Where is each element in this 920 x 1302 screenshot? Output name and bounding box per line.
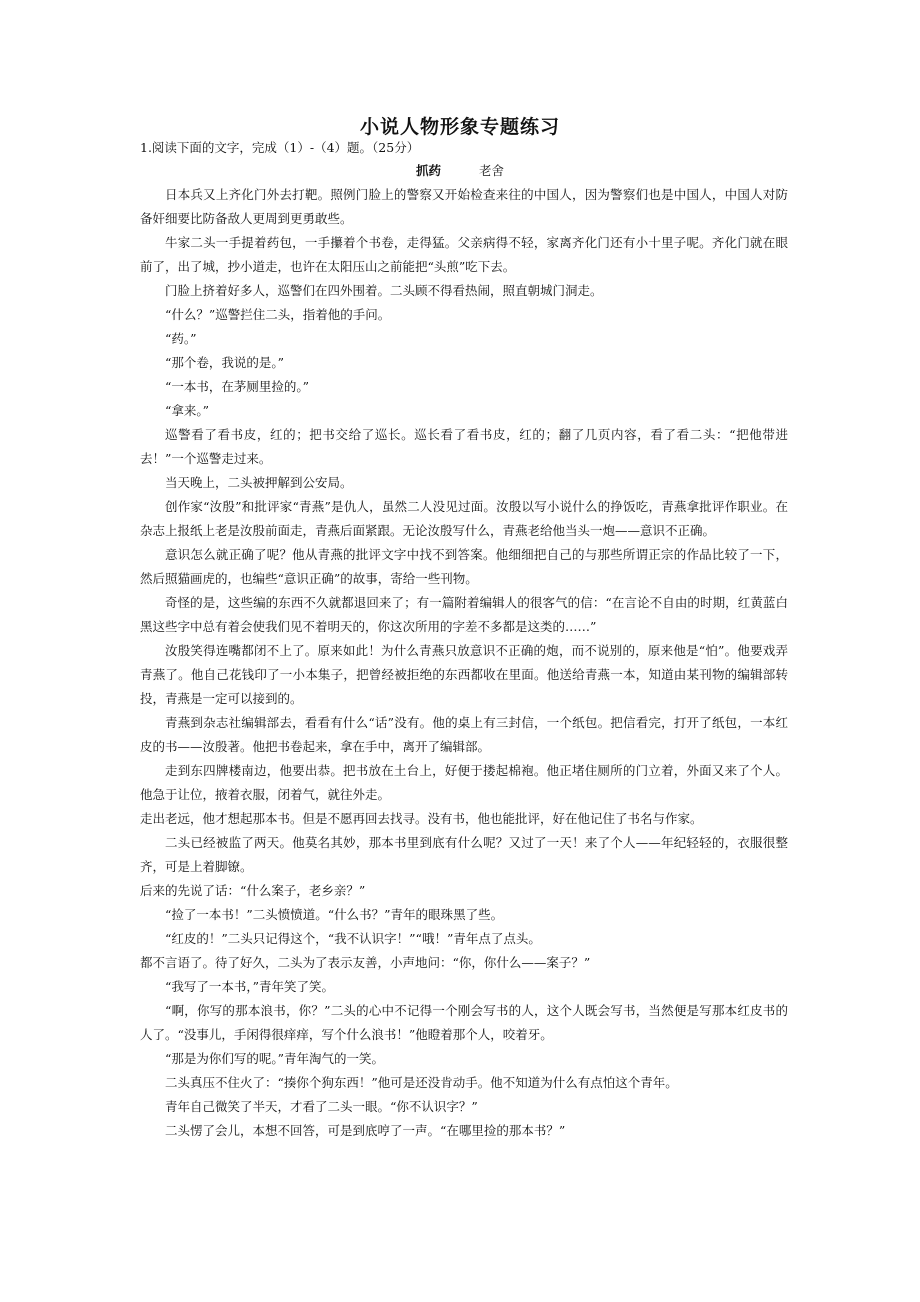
paragraph: “捡了一本书！”二头愤愤道。“什么书？”青年的眼珠黑了些。 (165, 907, 504, 922)
paragraph: “啊，你写的那本浪书，你？”二头的心中不记得一个刚会写书的人，这个人既会写书，当然便是写那本红皮书的人了。“没事儿，手闲得很痒痒，写个什么浪书！”他瞪着那个人，咬着牙。 (140, 1003, 788, 1042)
story-title: 抓药 (415, 163, 441, 178)
paragraph: “那个卷，我说的是。” (165, 355, 285, 370)
story-body (140, 183, 788, 1143)
story-author: 老舍 (478, 163, 504, 178)
paragraph: 走到东四牌楼南边，他要出恭。把书放在土台上，好便于搂起棉袍。他正堵住厕所的门立着，外面又来了个人。他急于让位，掖着衣服，闭着气，就往外走。 (140, 763, 788, 802)
paragraph: 后来的先说了话：“什么案子，老乡亲？” (140, 883, 366, 898)
paragraph: “红皮的！”二头只记得这个，“我不认识字！”“哦！”青年点了点头。 (165, 931, 541, 946)
paragraph: 意识怎么就正确了呢？他从青燕的批评文字中找不到答案。他细细把自己的与那些所谓正宗的作品比较了一下，然后照猫画虎的，也编些“意识正确”的故事，寄给一些刊物。 (140, 547, 788, 586)
page-title: 小说人物形象专题练习 (359, 116, 560, 138)
paragraph: 二头已经被监了两天。他莫名其妙，那本书里到底有什么呢？又过了一天！来了个人——年纪轻轻的，衣服很整齐，可是上着脚镣。 (140, 835, 788, 874)
paragraph: “药。” (165, 331, 197, 346)
paragraph: “那是为你们写的呢。”青年淘气的一笑。 (165, 1051, 385, 1066)
paragraph: 牛家二头一手提着药包，一手攥着个书卷，走得猛。父亲病得不轻，家离齐化门还有小十里子呢。齐化门就在眼前了，出了城，抄小道走，也许在太阳压山之前能把“头煎”吃下去。 (140, 235, 788, 274)
paragraph: 日本兵又上齐化门外去打靶。照例门脸上的警察又开始检查来往的中国人，因为警察们也是中国人，中国人对防备奸细要比防备敌人更周到更勇敢些。 (140, 187, 788, 226)
paragraph: “我写了一本书，”青年笑了笑。 (165, 979, 335, 994)
paragraph: “一本书，在茅厕里捡的。” (165, 379, 310, 394)
paragraph: 创作家“汝殷”和批评家“青燕”是仇人，虽然二人没见过面。汝殷以写小说什么的挣饭吃，青燕拿批评作职业。在杂志上报纸上老是汝殷前面走，青燕后面紧跟。无论汝殷写什么，青燕老给他当头一炮——意识不正确。 (140, 499, 788, 538)
paragraph: 奇怪的是，这些编的东西不久就都退回来了；有一篇附着编辑人的很客气的信：“在言论不自由的时期，红黄蓝白黑这些字中总有着会使我们见不着明天的，你这次所用的字差不多都是这类的……” (140, 595, 788, 634)
paragraph: 青年自己微笑了半天，才看了二头一眼。“你不认识字？” (165, 1099, 478, 1114)
paragraph: 当天晚上，二头被押解到公安局。 (165, 475, 353, 490)
question-prompt: 1.阅读下面的文字，完成（1）-（4）题。（25分） (140, 140, 420, 155)
story-heading (0, 161, 920, 179)
paragraph: “什么？”巡警拦住二头，指着他的手问。 (165, 307, 391, 322)
paragraph: 都不言语了。待了好久，二头为了表示友善，小声地问：“你，你什么——案子？” (140, 955, 591, 970)
paragraph: 二头真压不住火了：“揍你个狗东西！”他可是还没肯动手。他不知道为什么有点怕这个青年。 (165, 1075, 678, 1090)
paragraph: 走出老远，他才想起那本书。但是不愿再回去找寻。没有书，他也能批评，好在他记住了书名与作家。 (140, 811, 703, 826)
paragraph: 巡警看了看书皮，红的；把书交给了巡长。巡长看了看书皮，红的；翻了几页内容，看了看二头：“把他带进去！”一个巡警走过来。 (140, 427, 788, 466)
paragraph: “拿来。” (165, 403, 210, 418)
paragraph: 汝殷笑得连嘴都闭不上了。原来如此！为什么青燕只放意识不正确的炮，而不说别的，原来他是“怕”。他要戏弄青燕了。他自己花钱印了一小本集子，把曾经被拒绝的东西都收在里面。他送给青燕一本，知道由某刊物的编辑部转投，青燕是一定可以接到的。 (140, 643, 788, 706)
paragraph: 二头愣了会儿，本想不回答，可是到底哼了一声。“在哪里捡的那本书？” (165, 1123, 566, 1138)
paragraph: 青燕到杂志社编辑部去，看看有什么“话”没有。他的桌上有三封信，一个纸包。把信看完，打开了纸包，一本红皮的书——汝殷著。他把书卷起来，拿在手中，离开了编辑部。 (140, 715, 788, 754)
paragraph: 门脸上挤着好多人，巡警们在四外围着。二头顾不得看热闹，照直朝城门洞走。 (165, 283, 603, 298)
